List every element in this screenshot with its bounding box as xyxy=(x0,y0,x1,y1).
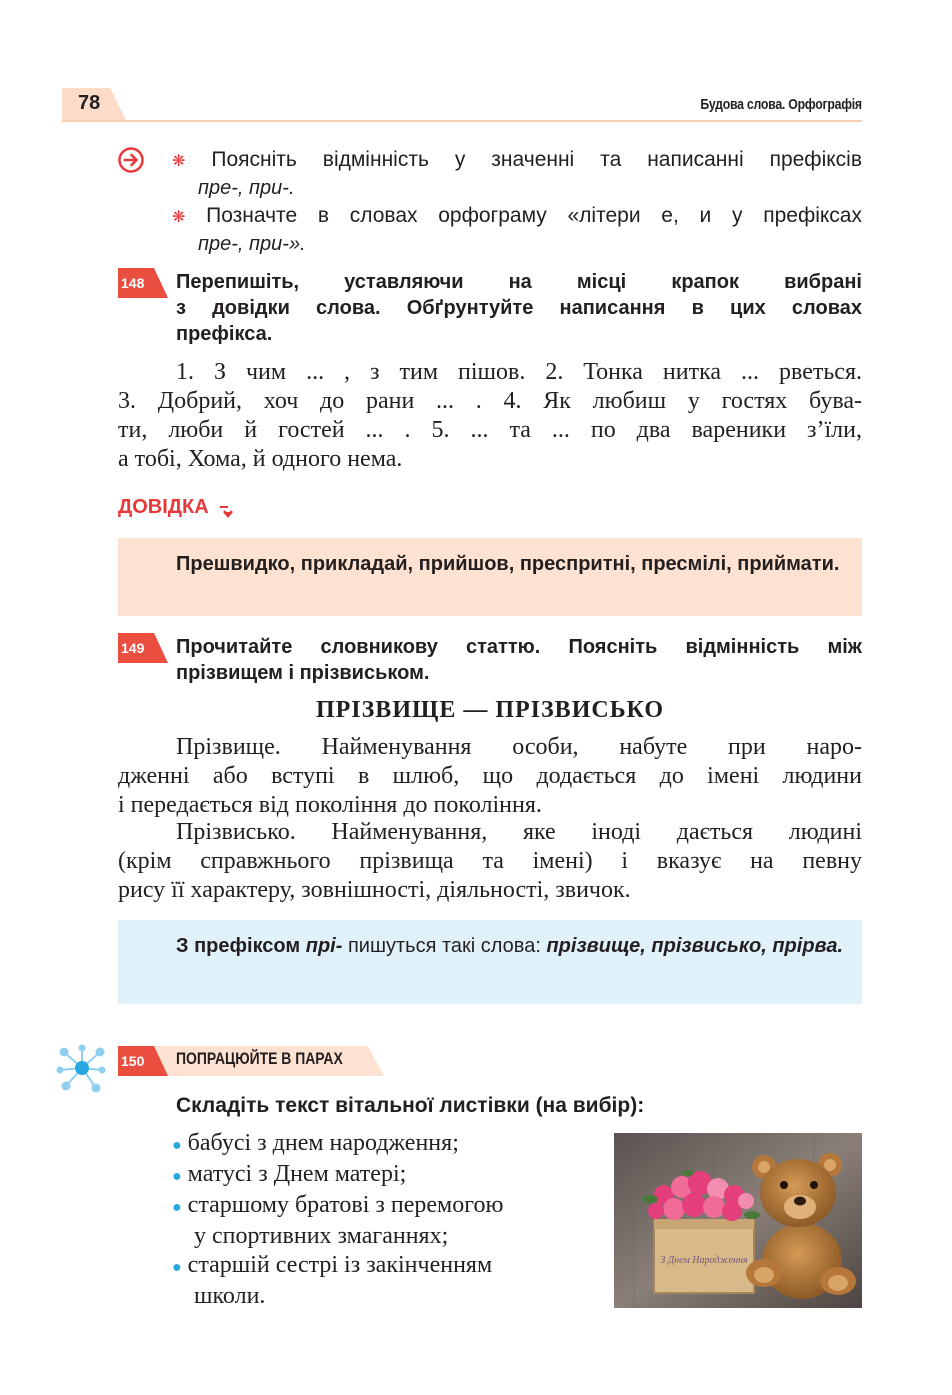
header-rule xyxy=(62,120,862,122)
task-148-instruction xyxy=(176,269,862,347)
dictionary-line: дженні або вступі в шлюб, що додається до імені людини xyxy=(118,763,862,789)
task-149-badge xyxy=(118,633,168,663)
list-item-text: старшій сестрі із закінченням xyxy=(187,1252,493,1278)
bullet-star-icon: ❋ xyxy=(172,209,186,226)
bullet-dot-icon: ● xyxy=(172,1168,182,1185)
task-148-text-line: 1. З чим ... , з тим пішов. 2. Тонка нитка ... рветься. xyxy=(176,359,862,385)
dictionary-line: рису її характеру, зовнішності, діяльності, звичок. xyxy=(118,877,631,903)
task-148-instruction-line: з довідки слова. Обґрунтуйте написання в цих словах xyxy=(176,297,862,319)
dictionary-line: (крім справжнього прізвища та імені) і вказує на певну xyxy=(118,848,862,874)
pair-work-title: ПОПРАЦЮЙТЕ В ПАРАХ xyxy=(176,1049,343,1068)
list-item xyxy=(172,1191,602,1222)
task-149-instruction-line: прізвищем і прізвиськом. xyxy=(176,662,430,684)
intro-item-1-line2: пре-, при-. xyxy=(198,177,295,199)
rule-text xyxy=(136,932,844,960)
teddy-bear-roses-postcard xyxy=(614,1133,862,1308)
bullet-star-icon: ❋ xyxy=(172,153,186,170)
list-item-text: матусі з Днем матері; xyxy=(187,1161,407,1187)
page-number: 78 xyxy=(78,92,101,114)
greeting-list xyxy=(172,1129,602,1311)
bullet-dot-icon: ● xyxy=(172,1137,182,1154)
intro-item-2-line1: Позначте в словах орфограму «літери е, и у префіксах xyxy=(206,204,862,227)
pair-network-icon xyxy=(56,1044,108,1094)
running-head: Будова слова. Орфографія xyxy=(700,96,862,113)
bullet-dot-icon: ● xyxy=(172,1199,182,1216)
dictionary-heading: ПРІЗВИЩЕ — ПРІЗВИСЬКО xyxy=(315,697,665,723)
bullet-dot-icon: ● xyxy=(172,1259,182,1276)
intro-item-2-line2: пре-, при-». xyxy=(198,233,306,255)
task-148-text xyxy=(118,358,862,474)
dictionary-paragraph-1 xyxy=(118,733,862,820)
rule-prefix: прі- xyxy=(305,935,343,957)
task-148-text-line: 3. Добрий, хоч до рани ... . 4. Як любиш у гостях бува- xyxy=(118,388,862,414)
dictionary-line: Прізвище. Найменування особи, набуте при наро- xyxy=(176,734,862,760)
intro-item-2 xyxy=(172,202,862,258)
list-item xyxy=(172,1160,602,1191)
reference-text: Прешвидко, прикладай, прийшов, преспритні, пресмілі, приймати. xyxy=(176,553,840,575)
dictionary-line: Прізвисько. Найменування, яке іноді дається людині xyxy=(176,819,862,845)
task-148-badge xyxy=(118,268,168,298)
intro-item-1-line1: Поясніть відмінність у значенні та написанні префіксів xyxy=(211,148,862,171)
task-148-instruction-line: префікса. xyxy=(176,323,273,345)
rule-middle: пишуться такі слова: xyxy=(342,935,547,957)
intro-item-1 xyxy=(172,146,862,202)
task-148-text-line: а тобі, Хома, й одного нема. xyxy=(118,446,403,472)
task-149-instruction xyxy=(176,634,862,686)
list-item xyxy=(172,1129,602,1160)
list-item-text: бабусі з днем народження; xyxy=(187,1130,459,1156)
task-150-instruction: Складіть текст вітальної листівки (на вибір): xyxy=(176,1094,645,1117)
rule-lead: З префіксом xyxy=(176,935,306,957)
reference-label xyxy=(118,496,234,519)
task-148-text-line: ти, люби й гостей ... . 5. ... та ... по два вареники з’їли, xyxy=(118,417,862,443)
rule-words: прізвище, прізвисько, прірва. xyxy=(546,935,844,957)
list-item xyxy=(172,1251,602,1282)
list-item-continuation xyxy=(172,1222,602,1251)
postcard-caption: З Днем Народження xyxy=(660,1255,748,1266)
task-148-number: 148 xyxy=(121,275,145,291)
task-149-number: 149 xyxy=(121,640,145,656)
arrow-right-circle-icon xyxy=(118,147,144,173)
list-item-text: школи. xyxy=(194,1283,266,1309)
task-150-number: 150 xyxy=(121,1053,145,1069)
dictionary-line: і передається від покоління до покоління. xyxy=(118,792,542,818)
list-item-continuation xyxy=(172,1282,602,1311)
task-149-instruction-line: Прочитайте словникову статтю. Поясніть відмінність між xyxy=(176,636,862,658)
down-arrow-icon xyxy=(218,499,234,519)
dictionary-paragraph-2 xyxy=(118,818,862,905)
list-item-text: старшому братові з перемогою xyxy=(187,1192,504,1218)
list-item-text: у спортивних змаганнях; xyxy=(194,1223,449,1249)
reference-label-text: ДОВІДКА xyxy=(118,496,209,518)
task-148-instruction-line: Перепишіть, уставляючи на місці крапок вибрані xyxy=(176,271,862,293)
